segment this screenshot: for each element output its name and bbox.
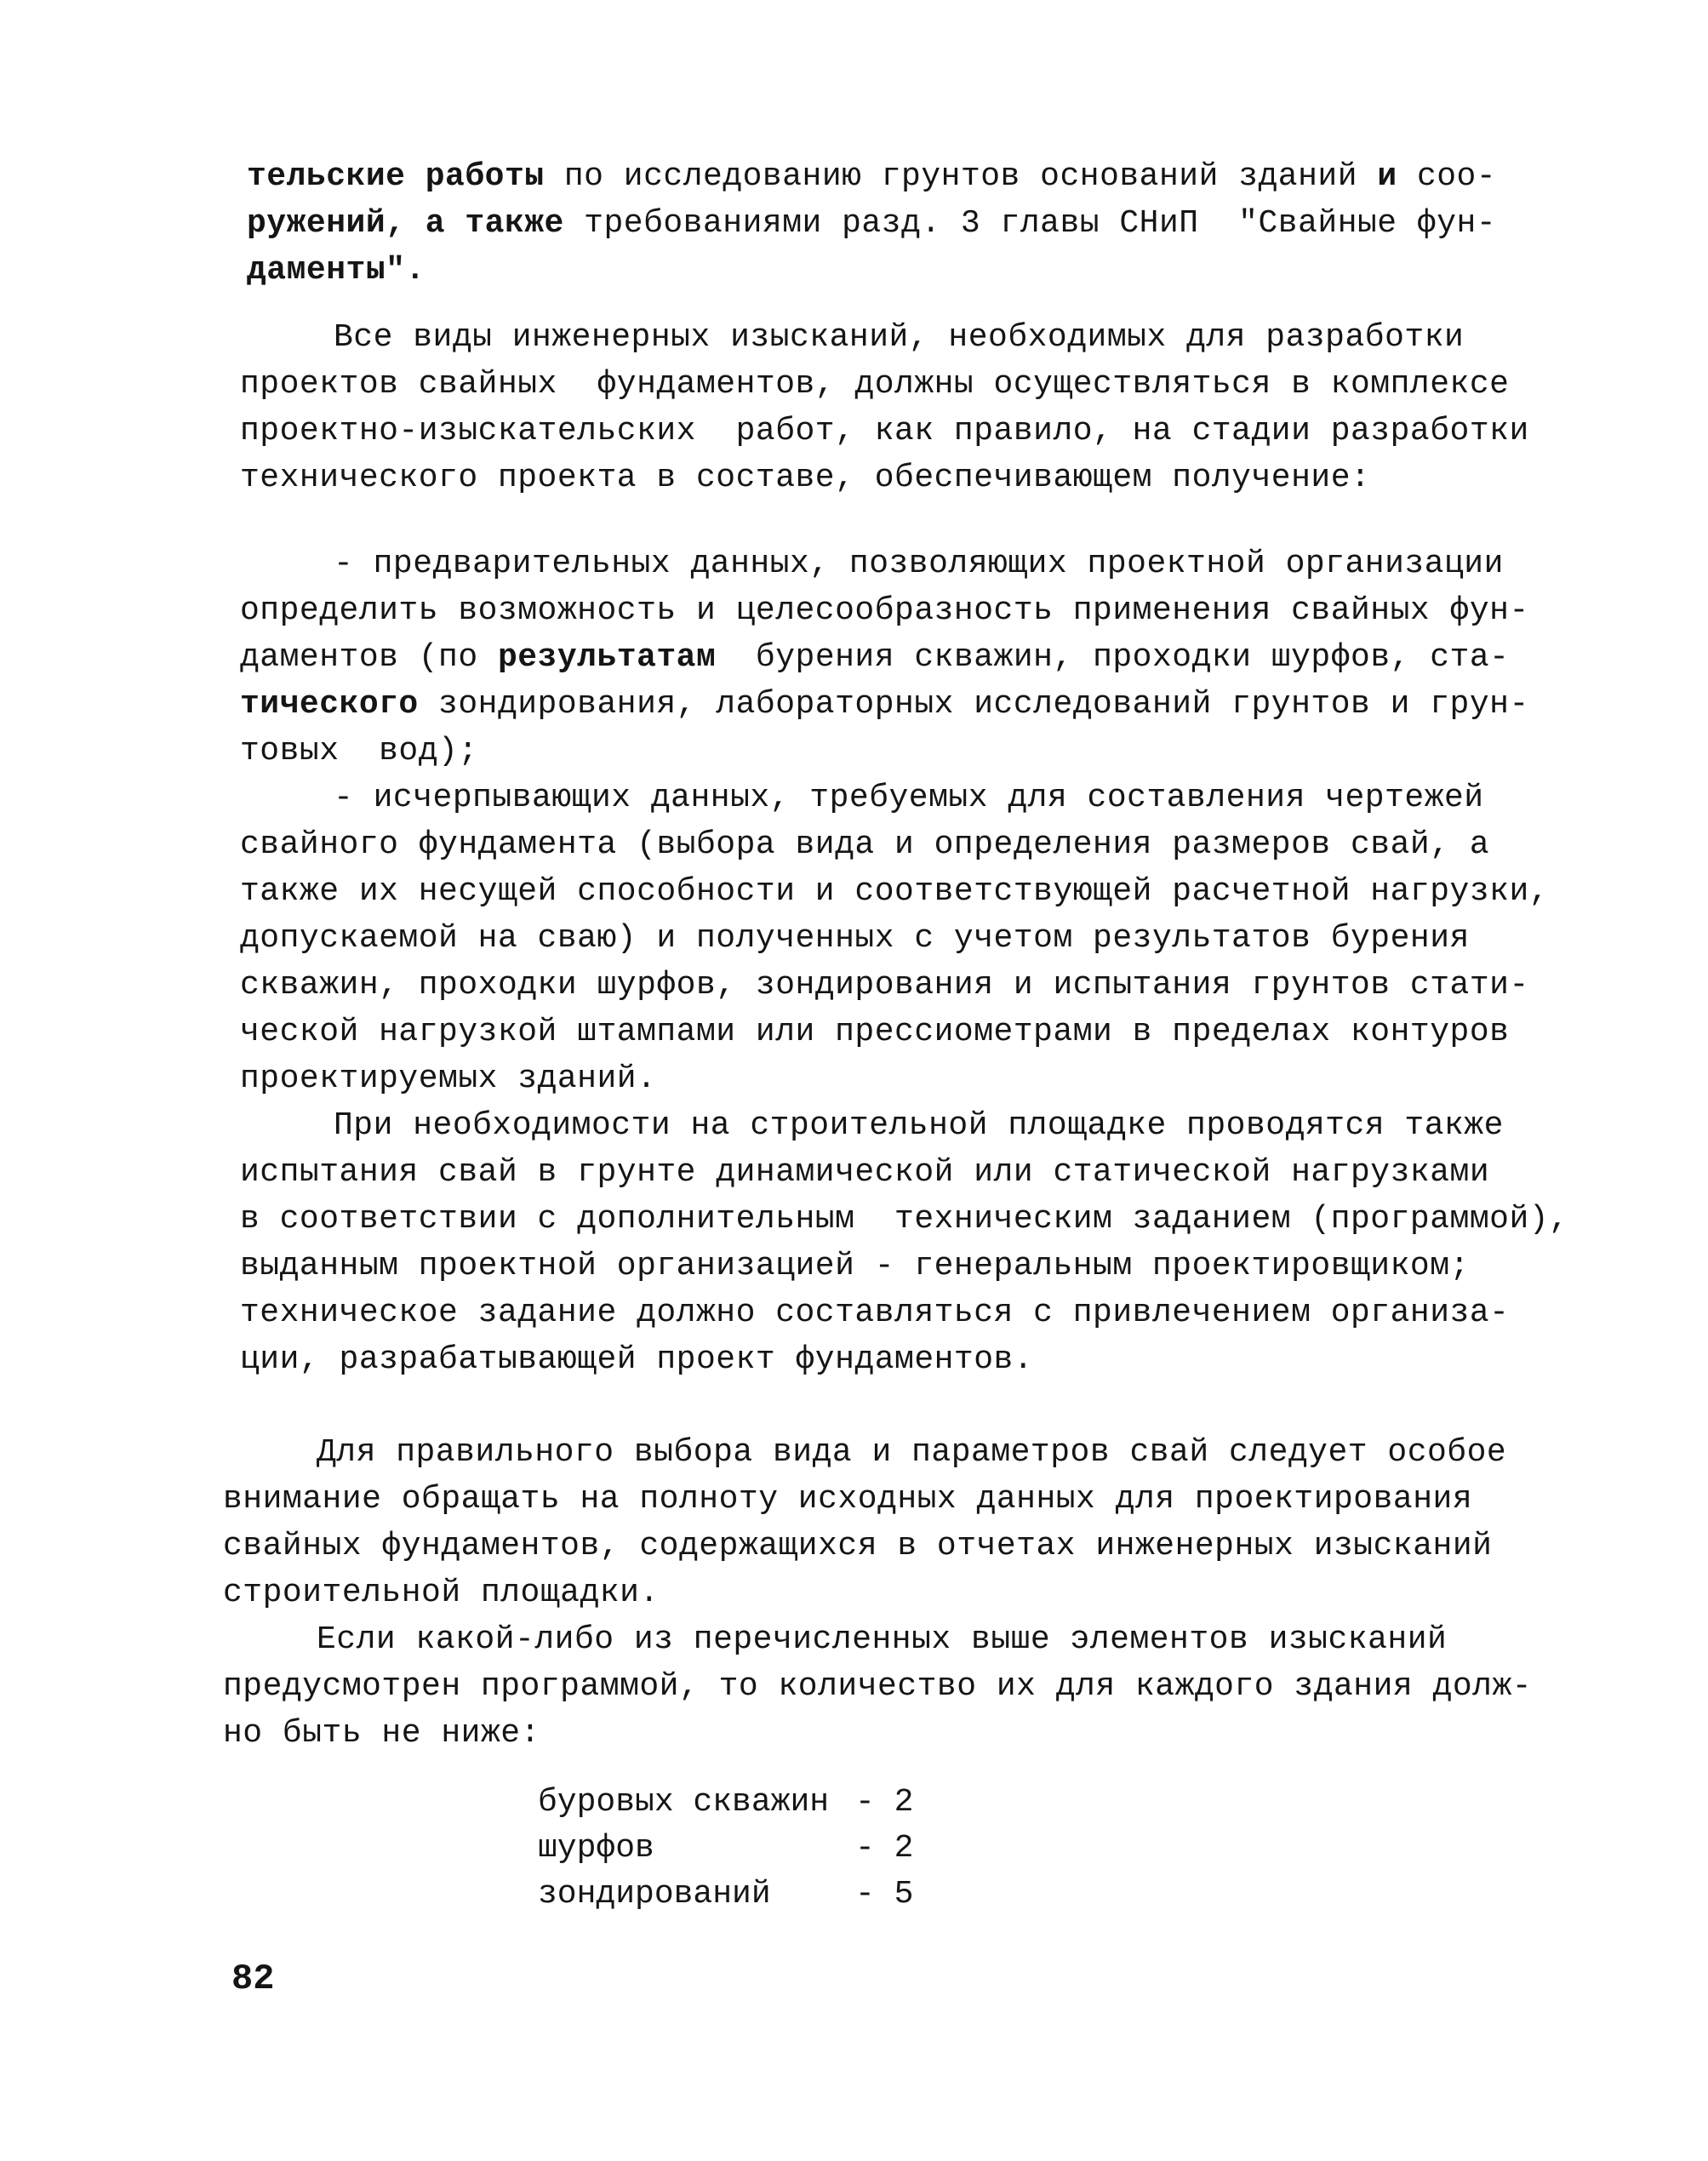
- text-line: [240, 637, 1509, 679]
- text-run: даментов (по: [240, 639, 498, 676]
- text-line: [240, 730, 478, 773]
- text-run: выданным проектной организацией - генеральным проектировщиком;: [240, 1248, 1470, 1284]
- text-line: [240, 410, 1529, 453]
- text-run: проектов свайных фундаментов, должны осуществляться в комплексе: [240, 366, 1510, 403]
- text-line: [240, 1292, 1509, 1335]
- text-run: соо-: [1397, 158, 1497, 195]
- text-run: - предварительных данных, позволяющих проектной организации: [334, 546, 1504, 582]
- text-line: [240, 363, 1509, 406]
- text-run: внимание обращать на полноту исходных данных для проектирования: [223, 1481, 1473, 1518]
- text-line: [317, 1432, 1506, 1474]
- text-line: [240, 1339, 1033, 1381]
- text-line: [240, 683, 1529, 726]
- text-run: по исследованию грунтов оснований зданий: [544, 158, 1378, 195]
- text-run: ции, разрабатывающей проект фундаментов.: [240, 1341, 1034, 1378]
- text-run: свайного фундамента (выбора вида и определения размеров свай, а: [240, 826, 1490, 863]
- text-run: скважин, проходки шурфов, зондирования и испытания грунтов стати-: [240, 967, 1529, 1003]
- text-run: определить возможность и целесообразность применения свайных фун-: [240, 592, 1529, 629]
- text-run: результатам: [497, 639, 717, 676]
- text-run: Для правильного выбора вида и параметров свай следует особое: [317, 1434, 1507, 1471]
- text-run: Если какой-либо из перечисленных выше элементов изысканий: [317, 1621, 1448, 1658]
- text-line: [247, 203, 1496, 245]
- text-line: [334, 777, 1484, 820]
- text-line: [240, 1152, 1489, 1194]
- text-line: [223, 1525, 1492, 1568]
- text-run: проектируемых зданий.: [240, 1060, 657, 1097]
- text-run: тического: [240, 686, 419, 723]
- text-line: [247, 156, 1496, 198]
- list-item-label: буровых скважин: [538, 1784, 830, 1821]
- text-run: в соответствии с дополнительным техническим заданием (программой),: [240, 1201, 1569, 1238]
- text-run: технического проекта в составе, обеспечивающем получение:: [240, 460, 1371, 496]
- text-run: бурения скважин, проходки шурфов, ста-: [716, 639, 1510, 676]
- text-run: но быть не ниже:: [223, 1715, 540, 1752]
- text-run: ружений, а также: [247, 205, 564, 242]
- list-item-value: - 2: [855, 1784, 914, 1821]
- text-line: [240, 964, 1529, 1007]
- text-line: [240, 871, 1549, 913]
- text-line: [240, 1011, 1509, 1054]
- list-item-label: шурфов: [538, 1830, 654, 1867]
- text-line: [240, 457, 1370, 500]
- text-line: [223, 1478, 1472, 1521]
- text-run: зондирования, лабораторных исследований грунтов и грун-: [418, 686, 1529, 723]
- text-line: [317, 1619, 1447, 1661]
- text-run: ческой нагрузкой штампами или прессиометрами в пределах контуров: [240, 1014, 1510, 1050]
- text-run: товых вод);: [240, 733, 478, 769]
- text-run: требованиями разд. 3 главы СНиП "Свайные фун-: [563, 205, 1497, 242]
- list-item-label: зондирований: [538, 1876, 771, 1912]
- text-line: [334, 317, 1464, 359]
- text-run: строительной площадки.: [223, 1575, 660, 1611]
- text-line: [334, 1105, 1504, 1147]
- list-item-value: - 5: [855, 1876, 914, 1912]
- text-line: [240, 1245, 1470, 1288]
- text-line: [240, 1198, 1568, 1241]
- text-run: предусмотрен программой, то количество их для каждого здания долж-: [223, 1668, 1533, 1705]
- text-run: свайных фундаментов, содержащихся в отчетах инженерных изысканий: [223, 1528, 1493, 1564]
- text-line: [334, 543, 1504, 586]
- text-line: [223, 1712, 540, 1755]
- text-run: техническое задание должно составляться с привлечением организа-: [240, 1295, 1510, 1331]
- list-item-value: - 2: [855, 1830, 914, 1867]
- text-run: также их несущей способности и соответствующей расчетной нагрузки,: [240, 873, 1550, 910]
- text-run: Все виды инженерных изысканий, необходимых для разработки: [334, 319, 1465, 356]
- text-run: тельские работы: [247, 158, 545, 195]
- text-run: проектно-изыскательских работ, как правило, на стадии разработки: [240, 413, 1529, 449]
- text-run: При необходимости на строительной площадке проводятся также: [334, 1107, 1504, 1144]
- text-line: [240, 590, 1529, 632]
- text-line: [240, 1058, 656, 1101]
- text-line: [247, 249, 426, 292]
- text-line: [223, 1572, 660, 1615]
- text-run: - исчерпывающих данных, требуемых для составления чертежей: [334, 780, 1484, 816]
- text-run: допускаемой на сваю) и полученных с учетом результатов бурения: [240, 920, 1470, 957]
- text-line: [223, 1666, 1532, 1708]
- page-number: 82: [231, 1958, 275, 1999]
- text-run: испытания свай в грунте динамической или статической нагрузками: [240, 1154, 1490, 1191]
- text-run: и: [1377, 158, 1397, 195]
- text-run: даменты".: [247, 252, 426, 289]
- text-line: [240, 824, 1489, 866]
- text-line: [240, 918, 1470, 960]
